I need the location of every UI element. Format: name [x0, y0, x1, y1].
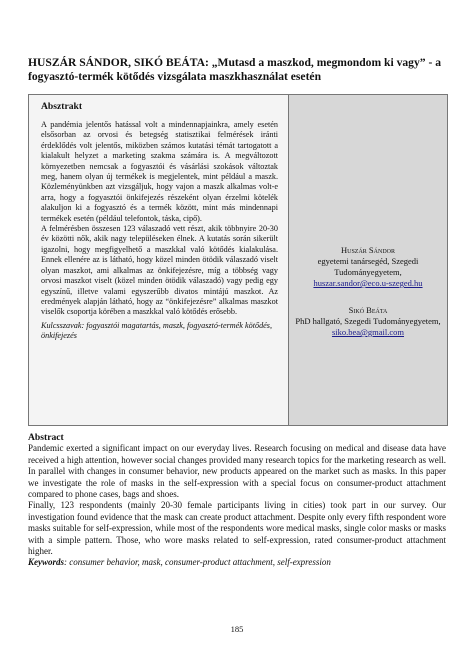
author-affiliation: PhD hallgató, Szegedi Tudományegyetem,: [295, 316, 441, 326]
hungarian-abstract-heading: Absztrakt: [41, 101, 83, 112]
page-number: 185: [230, 624, 244, 634]
english-abstract-paragraph: Pandemic exerted a significant impact on our everyday lives. Research focusing on medical and disease data have received a high attention, however social changes provided many research topics for the marketing research as well. In parallel with changes in consumer behavior, new products appeared on the market such as masks. In this paper we investigate the role of masks in the self-expression with a special focus on consumer-product attachment compared to phone cases, bags and shoes.: [28, 443, 446, 500]
author-name: Huszár Sándor: [341, 245, 395, 255]
hungarian-abstract-text: [41, 120, 278, 318]
english-abstract-paragraph: Finally, 123 respondents (mainly 20-30 female participants living in cities) took part in our survey. Our investigation found evidence that the mask can create product attachment. Despite only every fifth respondent wore masks suitable for self-expression, while most of the respondents wore medical masks, single color masks or masks with a simple pattern. Those, who wore masks related to self-expression, rated consumer-product attachment higher.: [28, 500, 446, 557]
author-info-box: [289, 95, 447, 425]
author-block: [293, 305, 443, 338]
english-keywords-label: Keywords: [28, 557, 64, 568]
author-email-link[interactable]: siko.bea@gmail.com: [331, 327, 405, 337]
hungarian-abstract-paragraph: A pandémia jelentős hatással volt a mindennapjainkra, amely esetén elsősorban az orvosi és betegség statisztikai felmérések iránti érdeklődés volt jelentős, miközben számos kutatási témát tartogatott a kialakult helyzet a marketing szakma számára is. A megváltozott környezetben nemcsak a fogyasztói és vásárlási szokások változtak meg, hanem olyan új termékek is megjelentek, mint például a maszk. Közleményünkben azt vizsgáljuk, hogy vajon a maszk alkalmas volt-e arra, hogy a fogyasztói önkifejezés részeként olyan érzelmi kötelék alakuljon ki a fogyasztó és a termék között, mint más mindennapi termékek esetén (például telefontok, táska, cipő).: [41, 120, 278, 223]
author-block: [293, 245, 443, 289]
paper-title: HUSZÁR SÁNDOR, SIKÓ BEÁTA: „Mutasd a maszkod, megmondom ki vagy” - a fogyasztó-termék kötődés vizsgálata maszkhasználat esetén: [28, 56, 442, 83]
author-affiliation: egyetemi tanársegéd, Szegedi Tudományegyetem,: [317, 256, 419, 277]
abstract-author-frame: [28, 94, 448, 426]
hungarian-abstract-paragraph: A felmérésben összesen 123 válaszadó vett részt, akik többnyire 20-30 év közötti nők, akik nagy településeken élnek. A kutatás során sikerült igazolni, hogy megfigyelhető a maszkkal való kötődés kialakulása. Ennek ellenére az is látható, hogy közel minden ötödik válaszadó viselt olyan maszkot, ami alkalmas az önkifejezésre, míg a többség vagy orvosi maszkot viselt (közel minden ötödik válaszadó) vagy pedig egy egyszínű, illetve valami egyszerűbb divatos mintájú maszkot. Az eredmények alapján látható, hogy az “önkifejezésre” alkalmas maszkot viselők csoportja körében a maszkkal való kötődés erősebb.: [41, 224, 278, 317]
english-abstract: [28, 432, 446, 569]
hungarian-abstract-box: [29, 95, 289, 425]
english-keywords-text: : consumer behavior, mask, consumer-product attachment, self-expression: [64, 557, 331, 568]
english-abstract-heading: Abstract: [28, 432, 64, 443]
hungarian-keywords: Kulcsszavak: fogyasztói magatartás, maszk, fogyasztó-termék kötődés, önkifejezés: [41, 320, 273, 341]
author-name: Sikó Beáta: [348, 305, 388, 315]
author-email-link[interactable]: huszar.sandor@eco.u-szeged.hu: [313, 278, 423, 288]
english-keywords: [28, 557, 446, 568]
